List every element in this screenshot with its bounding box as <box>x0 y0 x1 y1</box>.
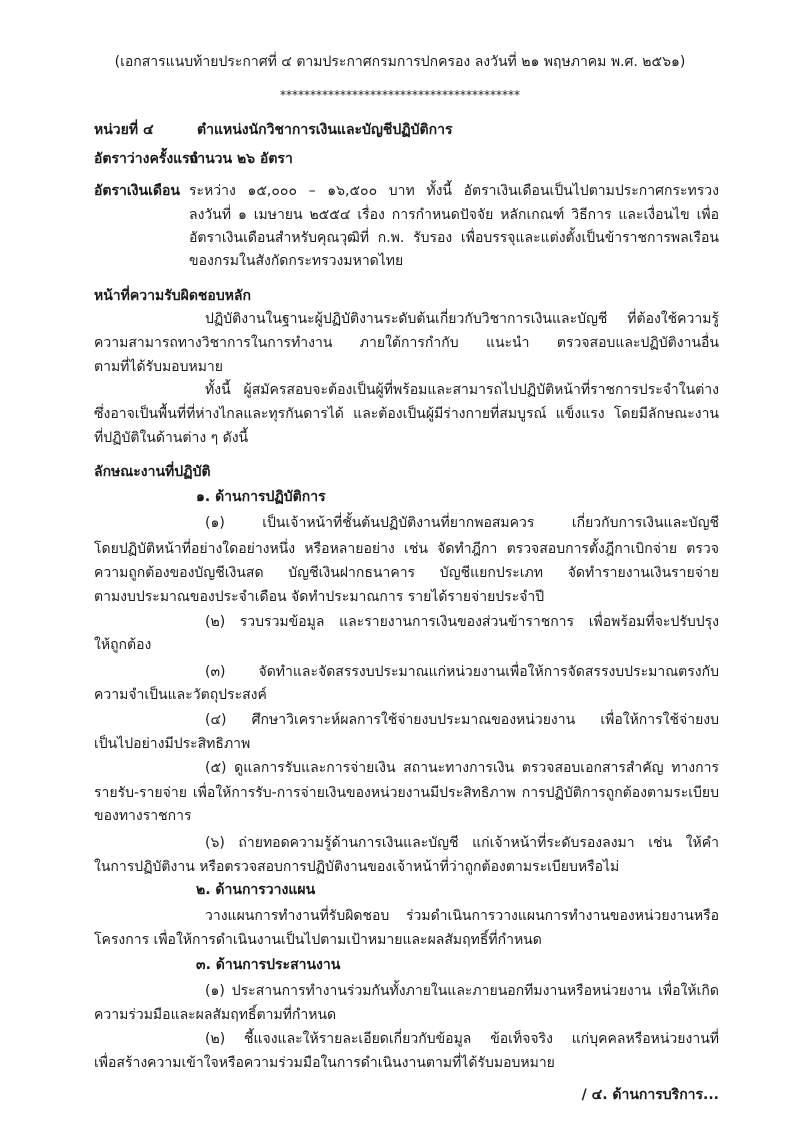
item-line: (๑) เป็นเจ้าหน้าที่ชั้นต้นปฏิบัติงานที่ยากพอสมควร เกี่ยวกับการเงินและบัญชี <box>205 515 719 531</box>
item-line: (๒) ชี้แจงและให้รายละเอียดเกี่ยวกับข้อมูล ข้อเท็จจริง แก่บุคคลหรือหน่วยงานที่ <box>205 1031 719 1047</box>
section-title: ๑. ด้านการปฏิบัติการ <box>196 489 326 505</box>
duties-line: ปฏิบัติงานในฐานะผู้ปฏิบัติงานระดับต้นเกี่ยวกับวิชาการเงินและบัญชี ที่ต้องใช้ความรู้ <box>205 311 719 327</box>
item-line: ให้ถูกต้อง <box>94 637 152 653</box>
item-line: ตามงบประมาณของประจำเดือน จัดทำประมาณการ รายได้รายจ่ายประจำปี <box>94 589 545 605</box>
item-line: วางแผนการทำงานที่รับผิดชอบ ร่วมดำเนินการวางแผนการทำงานของหน่วยงานหรือ <box>205 908 719 924</box>
vacancy-label: อัตราว่างครั้งแรก <box>94 151 199 167</box>
section-title: ๒. ด้านการวางแผน <box>196 882 316 898</box>
item-line: ความถูกต้องของบัญชีเงินสด บัญชีเงินฝากธนาคาร บัญชีแยกประเภท จัดทำรายงานเงินรายจ่าย <box>94 565 719 581</box>
continuation-note: / ๔. ด้านการบริการ... <box>581 1087 719 1103</box>
work-heading: ลักษณะงานที่ปฏิบัติ <box>94 464 211 480</box>
item-line: (๒) รวบรวมข้อมูล และรายงานการเงินของส่วนข้าราชการ เพื่อพร้อมที่จะปรับปรุง <box>205 614 719 630</box>
salary-label: อัตราเงินเดือน <box>94 183 180 199</box>
item-line: เป็นไปอย่างมีประสิทธิภาพ <box>94 736 251 752</box>
salary-line: ของกรมในสังกัดกระทรวงมหาดไทย <box>189 253 404 269</box>
vacancy-value: จำนวน ๒๖ อัตรา <box>189 151 293 167</box>
salary-line: ระหว่าง ๑๕,๐๐๐ – ๑๖,๕๐๐ บาท ทั้งนี้ อัตราเงินเดือนเป็นไปตามประกาศกระทรวง <box>189 183 719 199</box>
separator-stars: **************************************** <box>280 88 520 102</box>
duties-line: ทั้งนี้ ผู้สมัครสอบจะต้องเป็นผู้ที่พร้อมและสามารถไปปฏิบัติหน้าที่ราชการประจำในต่าง <box>205 382 719 398</box>
section-title: ๓. ด้านการประสานงาน <box>196 957 341 973</box>
document-caption: (เอกสารแนบท้ายประกาศที่ ๔ ตามประกาศกรมการปกครอง ลงวันที่ ๒๑ พฤษภาคม พ.ศ. ๒๕๖๑) <box>114 54 686 70</box>
item-line: (๕) ดูแลการรับและการจ่ายเงิน สถานะทางการเงิน ตรวจสอบเอกสารสำคัญ ทางการ <box>205 760 719 776</box>
item-line: (๖) ถ่ายทอดความรู้ด้านการเงินและบัญชี แก่เจ้าหน้าที่ระดับรองลงมา เช่น ให้คำ <box>205 835 719 851</box>
duties-line: ตามที่ได้รับมอบหมาย <box>94 359 223 375</box>
item-line: ในการปฏิบัติงาน หรือตรวจสอบการปฏิบัติงานของเจ้าหน้าที่ว่าถูกต้องตามระเบียบหรือไม่ <box>94 859 620 875</box>
duties-line: ที่ปฏิบัติในด้านต่าง ๆ ดังนี้ <box>94 430 249 446</box>
item-line: รายรับ-รายจ่าย เพื่อให้การรับ-การจ่ายเงินของหน่วยงานมีประสิทธิภาพ การปฏิบัติการถูกต้องตามระเบียบ <box>94 785 719 801</box>
item-line: โครงการ เพื่อให้การดำเนินงานเป็นไปตามเป้าหมายและผลสัมฤทธิ์ที่กำหนด <box>94 932 542 948</box>
unit-label: หน่วยที่ ๔ <box>94 122 154 138</box>
item-line: ความจำเป็นและวัตถุประสงค์ <box>94 687 267 703</box>
item-line: โดยปฏิบัติหน้าที่อย่างใดอย่างหนึ่ง หรือหลายอย่าง เช่น จัดทำฎีกา ตรวจสอบการตั้งฎีกาเบิกจ่าย ตรวจ <box>94 541 719 557</box>
position-title: ตำแหน่งนักวิชาการเงินและบัญชีปฏิบัติการ <box>197 122 453 138</box>
salary-line: ลงวันที่ ๑ เมษายน ๒๕๕๔ เรื่อง การกำหนดปัจจัย หลักเกณฑ์ วิธีการ และเงื่อนไข เพื่อ <box>189 207 719 223</box>
duties-heading: หน้าที่ความรับผิดชอบหลัก <box>94 288 251 304</box>
item-line: เพื่อสร้างความเข้าใจหรือความร่วมมือในการดำเนินงานตามที่ได้รับมอบหมาย <box>94 1055 555 1071</box>
salary-line: อัตราเงินเดือนสำหรับคุณวุฒิที่ ก.พ. รับรอง เพื่อบรรจุและแต่งตั้งเป็นข้าราชการพลเรือน <box>189 230 719 246</box>
duties-line: ความสามารถทางวิชาการในการทำงาน ภายใต้การกำกับ แนะนำ ตรวจสอบและปฏิบัติงานอื่น <box>94 335 719 351</box>
duties-line: ซึ่งอาจเป็นพื้นที่ที่ห่างไกลและทุรกันดารได้ และต้องเป็นผู้มีร่างกายที่สมบูรณ์ แข็งแรง โดยมีลักษณะงาน <box>94 406 719 422</box>
item-line: (๑) ประสานการทำงานร่วมกันทั้งภายในและภายนอกทีมงานหรือหน่วยงาน เพื่อให้เกิด <box>205 983 719 999</box>
item-line: ความร่วมมือและผลสัมฤทธิ์ตามที่กำหนด <box>94 1007 337 1023</box>
item-line: (๔) ศึกษาวิเคราะห์ผลการใช้จ่ายงบประมาณของหน่วยงาน เพื่อให้การใช้จ่ายงบ <box>205 712 719 728</box>
item-line: ของทางราชการ <box>94 808 192 824</box>
item-line: (๓) จัดทำและจัดสรรงบประมาณแก่หน่วยงานเพื่อให้การจัดสรรงบประมาณตรงกับ <box>205 664 719 680</box>
